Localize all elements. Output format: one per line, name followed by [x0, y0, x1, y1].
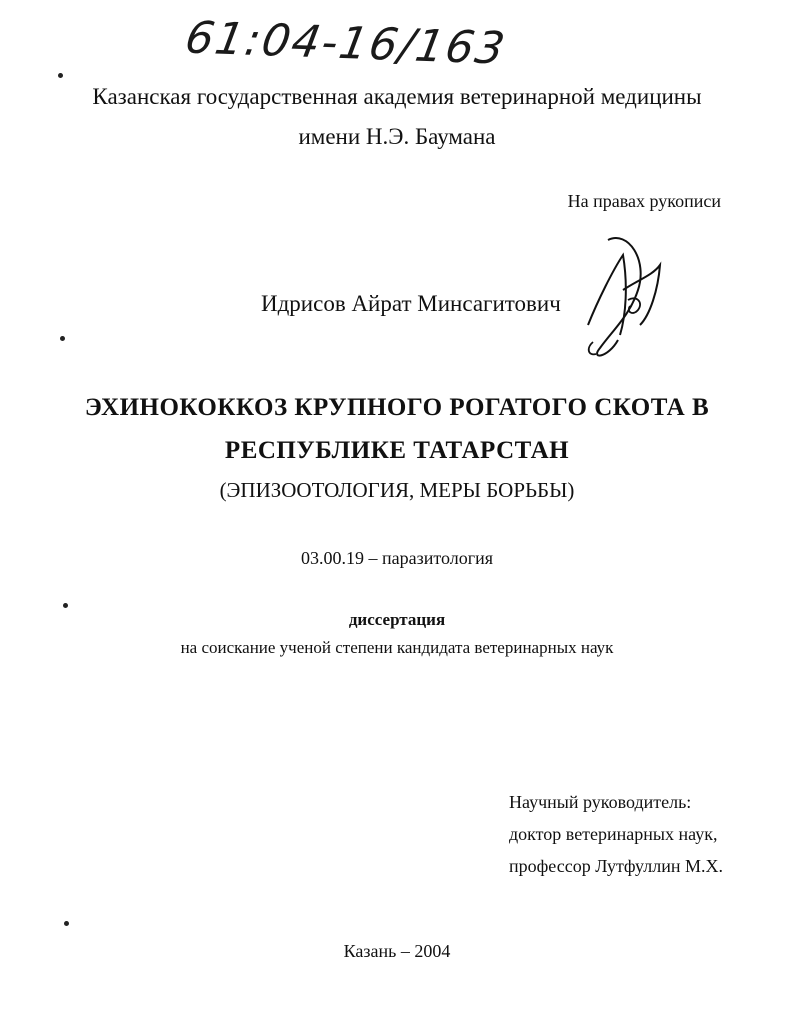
document-type: диссертация	[348, 610, 446, 629]
dissertation-subtitle: (ЭПИЗООТОЛОГИЯ, МЕРЫ БОРЬБЫ)	[219, 478, 575, 502]
margin-mark	[64, 921, 69, 926]
margin-mark	[60, 336, 65, 341]
dissertation-title-line1: ЭХИНОКОККОЗ КРУПНОГО РОГАТОГО СКОТА В	[84, 394, 710, 421]
city-year: Казань – 2004	[343, 941, 451, 961]
manuscript-rights: На правах рукописи	[567, 191, 721, 211]
institution-name-sub: имени Н.Э. Баумана	[298, 124, 496, 149]
supervisor-label: Научный руководитель:	[509, 792, 692, 812]
archive-code-handwritten: 61:04-16/163	[181, 12, 511, 75]
supervisor-name: профессор Лутфуллин М.Х.	[509, 856, 723, 876]
dissertation-title-line2: РЕСПУБЛИКЕ ТАТАРСТАН	[224, 437, 570, 464]
margin-mark	[63, 603, 68, 608]
institution-name: Казанская государственная академия ветеринарной медицины	[92, 84, 702, 109]
specialty-code: 03.00.19 – паразитология	[300, 548, 494, 568]
supervisor-degree: доктор ветеринарных наук,	[509, 824, 718, 844]
author-signature	[578, 230, 668, 365]
margin-mark	[58, 73, 63, 78]
degree-statement: на соискание ученой степени кандидата ветеринарных наук	[180, 638, 614, 657]
author-name: Идрисов Айрат Минсагитович	[261, 291, 561, 316]
